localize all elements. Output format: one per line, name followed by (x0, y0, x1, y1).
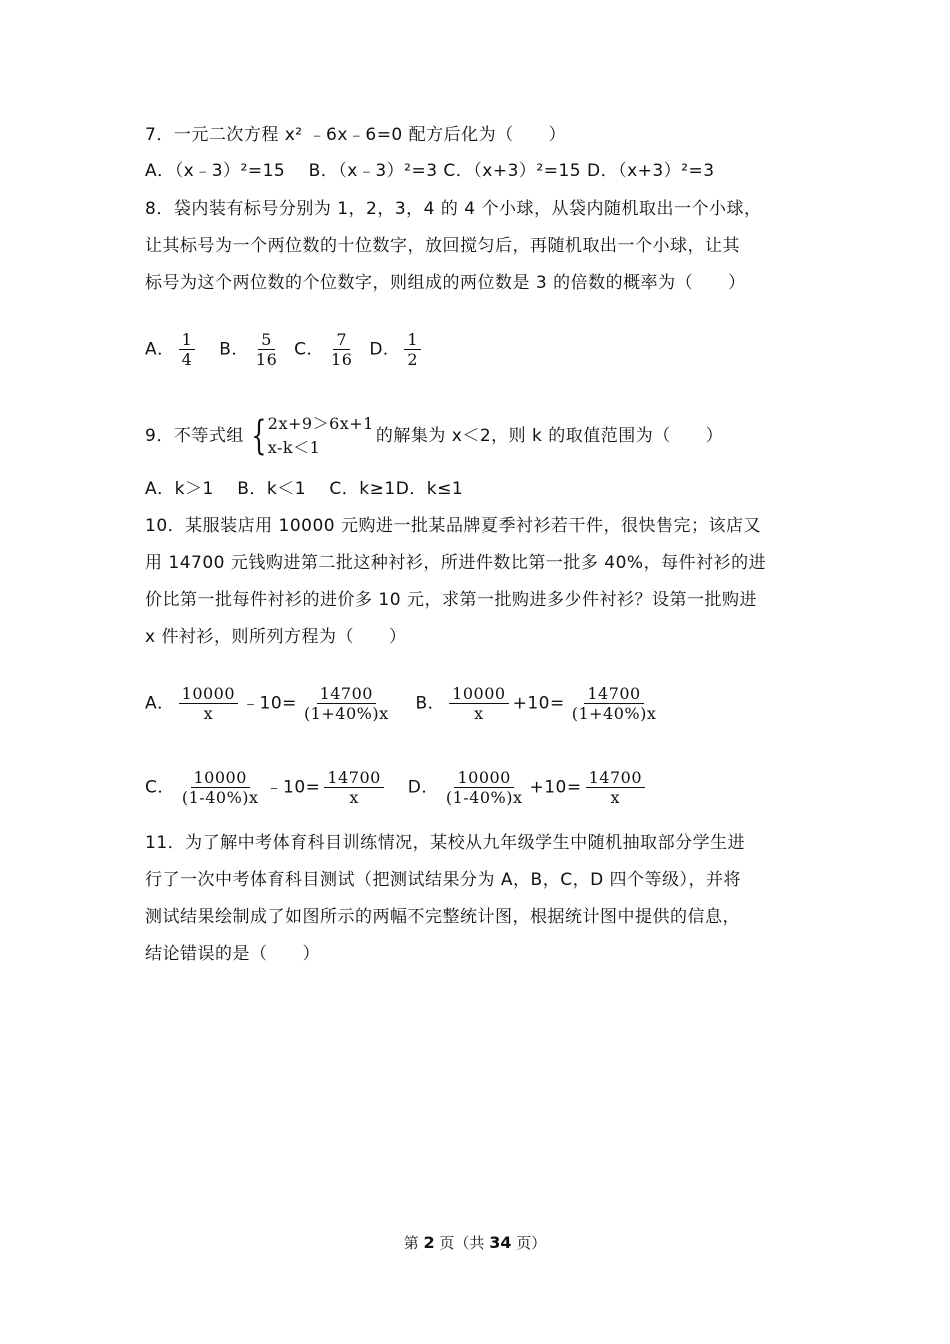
page-footer (0, 1232, 950, 1253)
total-page-count: 34 (489, 1233, 512, 1252)
q8-option-b-label: B． (219, 339, 249, 360)
fraction-numerator: 10000 (449, 684, 508, 704)
q8-option-d-fraction (404, 330, 421, 369)
footer-prefix: 第 (403, 1234, 424, 1252)
fraction-numerator: 10000 (179, 684, 238, 704)
equation-operator: +10= (529, 777, 582, 798)
q8-options (145, 330, 425, 369)
q10-options-cd (145, 768, 649, 807)
fraction-denominator: (1+40%)x (571, 704, 657, 723)
q8-option-c-label: C． (294, 339, 325, 360)
q11-stem-line3: 测试结果绘制成了如图所示的两幅不完整统计图，根据统计图中提供的信息， (145, 907, 740, 927)
fraction-numerator: 7 (333, 330, 350, 350)
q10-option-c-label: C． (145, 777, 175, 798)
q8-option-d (369, 330, 425, 369)
q9-suffix: 的解集为 x＜2，则 k 的取值范围为（ ） (375, 426, 724, 446)
inequality-row-2: x-k＜1 (267, 438, 321, 457)
q8-option-a (145, 330, 199, 369)
q11-stem-line4: 结论错误的是（ ） (145, 944, 320, 964)
inequality-row-1: 2x+9＞6x+1 (267, 414, 374, 433)
fraction (179, 684, 238, 723)
q8-option-d-label: D． (369, 339, 401, 360)
fraction (586, 768, 645, 807)
fraction-denominator: 16 (255, 350, 278, 369)
fraction (443, 768, 526, 807)
q10-option-b (416, 684, 664, 723)
q10-stem-line3: 价比第一批每件衬衫的进价多 10 元，求第一批购进多少件衬衫？设第一批购进 (145, 590, 757, 610)
fraction-denominator: 16 (331, 350, 353, 369)
q10-stem-line4: x 件衬衫，则所列方程为（ ） (145, 627, 407, 647)
q8-option-b-fraction (253, 330, 280, 369)
q8-stem-line1: 8．袋内装有标号分别为 1，2，3，4 的 4 个小球，从袋内随机取出一个小球， (145, 199, 762, 219)
q8-option-a-fraction (179, 330, 196, 369)
q11-stem-line2: 行了一次中考体育科目测试（把测试结果分为 A，B，C，D 四个等级），并将 (145, 870, 742, 890)
q9-stem (145, 412, 723, 460)
fraction (179, 768, 262, 807)
q10-stem-line2: 用 14700 元钱购进第二批这种衬衫，所进件数比第一批多 40%，每件衬衫的进 (145, 553, 767, 573)
fraction-numerator: 5 (258, 330, 275, 350)
fraction-numerator: 1 (179, 330, 196, 350)
q10-options-ab (145, 684, 663, 723)
q10-option-c (145, 768, 388, 807)
fraction-numerator: 14700 (584, 684, 643, 704)
fraction (449, 684, 508, 723)
current-page-number: 2 (423, 1233, 435, 1252)
fraction-denominator: x (610, 788, 621, 807)
q9-prefix: 9．不等式组 (145, 426, 244, 446)
q7-stem: 7．一元二次方程 x² ﹣6x﹣6=0 配方后化为（ ） (145, 125, 567, 145)
fraction-denominator: (1+40%)x (303, 704, 389, 723)
fraction-numerator: 14700 (317, 684, 376, 704)
fraction-numerator: 1 (404, 330, 421, 350)
inequality-system (246, 412, 374, 460)
left-brace-icon: { (251, 413, 267, 459)
fraction-denominator: (1-40%)x (181, 788, 259, 807)
fraction-denominator: 4 (181, 350, 193, 369)
q10-stem-line1: 10．某服装店用 10000 元购进一批某品牌夏季衬衫若干件，很快售完；该店又 (145, 516, 762, 536)
footer-suffix: 页） (511, 1234, 547, 1252)
q8-option-b (219, 330, 284, 369)
fraction-denominator: x (203, 704, 214, 723)
equation-operator: ﹣10= (265, 777, 321, 798)
fraction-numerator: 14700 (324, 768, 383, 788)
q11-stem-line1: 11．为了解中考体育科目训练情况，某校从九年级学生中随机抽取部分学生进 (145, 833, 746, 853)
q9-options: A．k＞1 B．k＜1 C．k≥1D．k≤1 (145, 479, 464, 499)
q8-option-c (294, 330, 359, 369)
q10-option-a (145, 684, 396, 723)
footer-middle: 页（共 (434, 1234, 490, 1252)
fraction-denominator: (1-40%)x (445, 788, 523, 807)
q7-options: A．（x﹣3）²=15 B．（x﹣3）²=3 C．（x+3）²=15 D．（x+3）²=3 (145, 161, 715, 181)
fraction-denominator: x (474, 704, 484, 723)
q8-stem-line2: 让其标号为一个两位数的十位数字，放回搅匀后，再随机取出一个小球，让其 (145, 236, 740, 256)
q10-option-d-label: D． (407, 777, 439, 798)
fraction-denominator: 2 (407, 350, 419, 369)
fraction (569, 684, 660, 723)
fraction-numerator: 10000 (454, 768, 513, 788)
q10-option-d (408, 768, 649, 807)
q10-option-b-label: B． (415, 693, 446, 714)
q8-stem-line3: 标号为这个两位数的个位数字，则组成的两位数是 3 的倍数的概率为（ ） (145, 273, 746, 293)
q10-option-a-label: A． (145, 693, 175, 714)
equation-operator: ﹣10= (242, 693, 297, 714)
equation-operator: +10= (512, 693, 565, 714)
fraction-numerator: 10000 (191, 768, 250, 788)
fraction-numerator: 14700 (586, 768, 645, 788)
fraction (301, 684, 392, 723)
fraction (324, 768, 383, 807)
fraction-denominator: x (349, 788, 359, 807)
q8-option-a-label: A． (145, 339, 175, 360)
q8-option-c-fraction (328, 330, 355, 369)
